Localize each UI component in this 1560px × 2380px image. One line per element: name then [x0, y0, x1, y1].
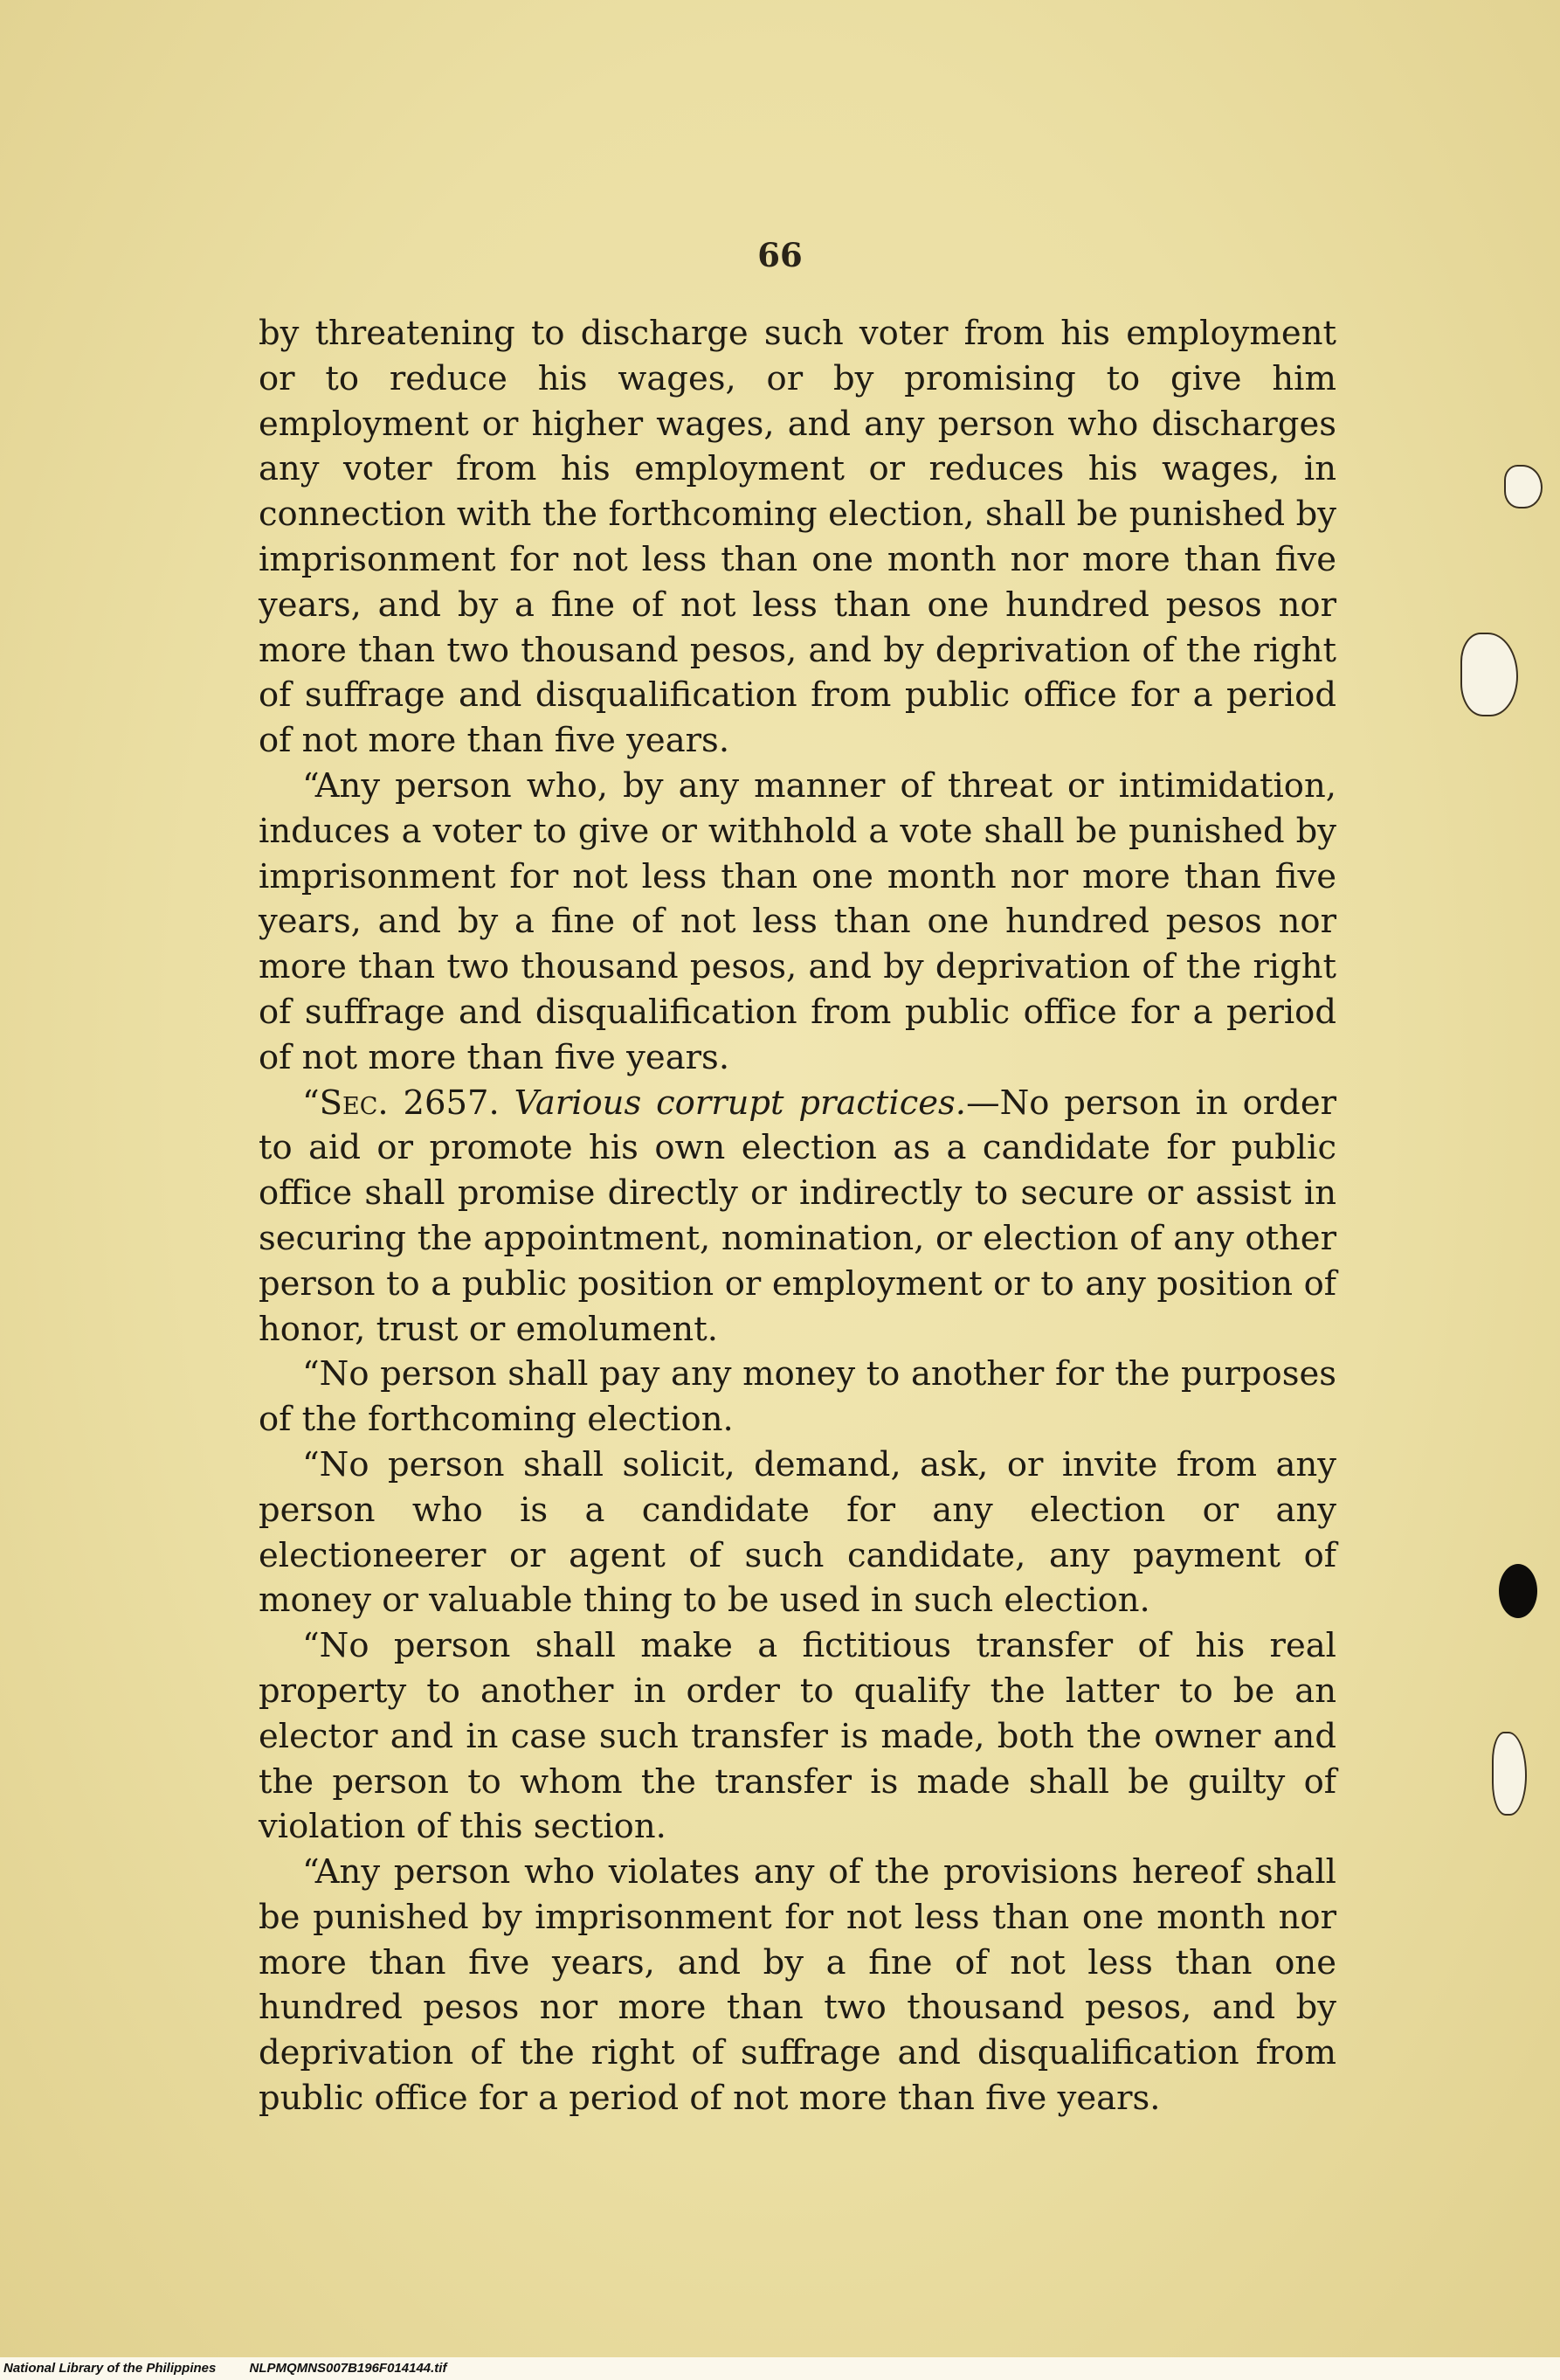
binding-hole: [1499, 1564, 1537, 1618]
paragraph: “No person shall make a fictitious transfer of his real property to another in order to qualify the latter to be an elector and in case such transfer is made, both the owner and the person to whom the transfer is made shall be guilty of violation of this section.: [259, 1626, 1336, 1847]
section-label: “Sec. 2657.: [302, 1083, 500, 1123]
section-title: Various corrupt practices.: [514, 1083, 967, 1123]
page-number: 66: [757, 236, 803, 274]
scan-footer: [0, 2357, 1560, 2380]
paragraph: “No person shall solicit, demand, ask, or invite from any person who is a candidate for any election or any electioneerer or agent of such candidate, any payment of money or valuable thing to be used in such election.: [259, 1444, 1336, 1621]
paragraph: by threatening to discharge such voter from his employment or to reduce his wages, or by promising to give him employment or higher wages, and any person who discharges any voter from his employment or reduces his wages, in connection with the forthcoming election, shall be punished by imprisonment for not less than one month nor more than five years, and by a fine of not less than one hundred pesos nor more than two thousand pesos, and by deprivation of the right of suffrage and disqualification from public office for a period of not more than five years.: [259, 314, 1336, 761]
paragraph: “No person shall pay any money to another for the purposes of the forthcoming election.: [259, 1354, 1336, 1440]
binding-tear: [1492, 1732, 1527, 1816]
section-body: —No person in order to aid or promote his own election as a candidate for public office shall promise directly or indirectly to secure or assist in securing the appointment, nomination, or election of any other person to a public position or employment or to any position of honor, trust or emolument.: [259, 1083, 1337, 1349]
footer-file-id: NLPMQMNS007B196F014144.tif: [249, 2361, 447, 2376]
binding-tear: [1504, 465, 1543, 509]
footer-library: National Library of the Philippines: [3, 2361, 217, 2376]
section-paragraph: [259, 1081, 1336, 1353]
binding-tear: [1460, 633, 1518, 716]
paragraph: “Any person who violates any of the provisions hereof shall be punished by imprisonment for not less than one month nor more than five years, and by a fine of not less than one hundred pesos nor more than two thousand pesos, and by deprivation of the right of suffrage and disqualification from public office for a period of not more than five years.: [259, 1852, 1336, 2119]
body-text: [259, 311, 1336, 2121]
paragraph: “Any person who, by any manner of threat or intimidation, induces a voter to give or withhold a vote shall be punished by imprisonment for not less than one month nor more than five years, and by a fine of not less than one hundred pesos nor more than two thousand pesos, and by deprivation of the right of suffrage and disqualification from public office for a period of not more than five years.: [259, 765, 1336, 1077]
